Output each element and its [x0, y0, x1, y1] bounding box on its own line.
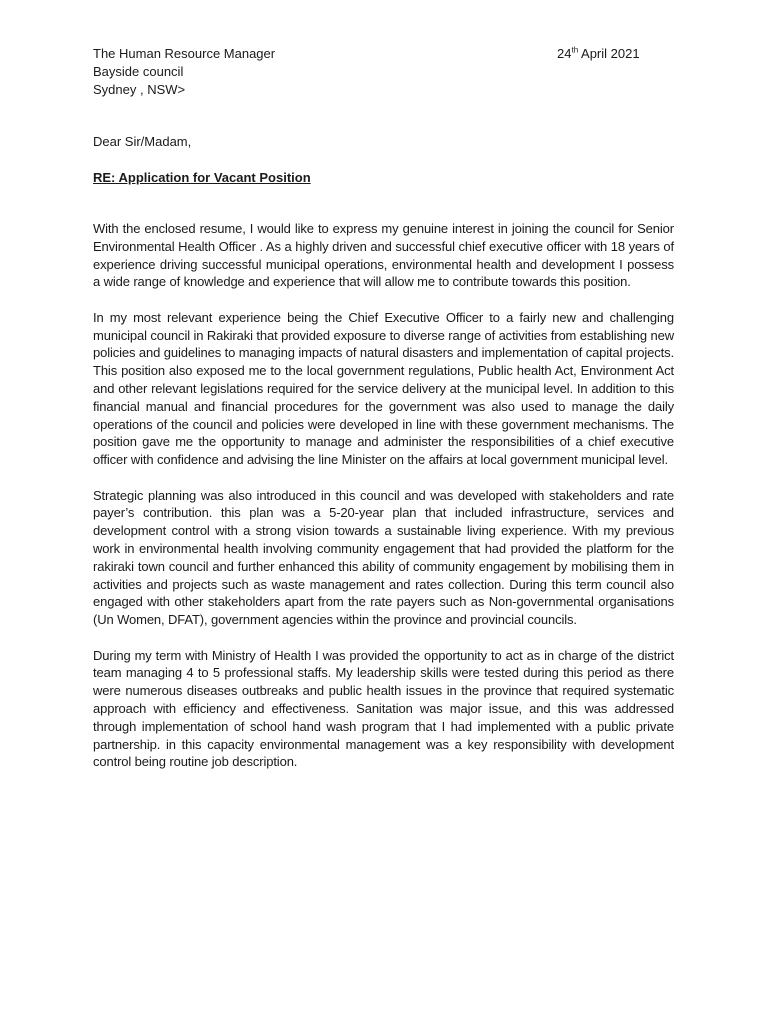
- body-paragraph: During my term with Ministry of Health I was provided the opportunity to act as in charge of the district team managing 4 to 5 professional staffs. My leadership skills were tested during this period as there were numerous diseases outbreaks and public health issues in the province that required systematic approach with efficiency and effectiveness. Sanitation was major issue, and this was addressed through implementation of school hand wash program that I had implemented with a public private partnership. in this capacity environmental management was a key responsibility with development control being routine job description.: [93, 647, 674, 770]
- date-day: 24: [557, 46, 572, 61]
- recipient-title: The Human Resource Manager: [93, 46, 276, 61]
- letter-date: [557, 45, 640, 63]
- date-ordinal-suffix: th: [571, 45, 579, 55]
- subject-line: RE: Application for Vacant Position: [93, 170, 311, 185]
- letter-body: [93, 220, 674, 789]
- recipient-organisation: Bayside council: [93, 63, 184, 79]
- body-paragraph: With the enclosed resume, I would like to express my genuine interest in joining the council for Senior Environmental Health Officer . As a highly driven and successful chief executive officer with 18 years of experience driving successful municipal operations, environmental health and development I possess a wide range of knowledge and experience that will allow me to contribute towards this position.: [93, 221, 674, 290]
- body-paragraph: In my most relevant experience being the Chief Executive Officer to a fairly new and challenging municipal council in Rakiraki that provided exposure to diverse range of activities from establishing new policies and guidelines to managing impacts of natural disasters and implementation of capital projects. This position also exposed me to the local government regulations, Public health Act, Environment Act and other relevant legislations required for the service delivery at the municipal level. In addition to this financial manual and financial procedures for the government was also used to manage the daily operations of the council and policies were developed in line with these government mechanisms. The position gave me the opportunity to manage and administer the responsibilities of a chief executive officer with confidence and advising the line Minister on the affairs at local government municipal level.: [93, 309, 674, 468]
- salutation: Dear Sir/Madam,: [93, 134, 192, 149]
- date-month-year: April 2021: [578, 46, 640, 61]
- recipient-location: Sydney , NSW>: [93, 81, 186, 97]
- body-paragraph: Strategic planning was also introduced in this council and was developed with stakeholders and rate payer’s contribution. this plan was a 5-20-year plan that included infrastructure, services and development control with a strong vision towards a sustainable living experience. With my previous work in environmental health involving community engagement that had provided the platform for the rakiraki town council and further enhanced this ability of community engagement by mobilising them in activities and projects such as waste management and rates collection. During this term council also engaged with other stakeholders apart from the rate payers such as Non-governmental organisations (Un Women, DFAT), government agencies within the province and provincial councils.: [93, 487, 674, 628]
- recipient-address: [93, 45, 413, 98]
